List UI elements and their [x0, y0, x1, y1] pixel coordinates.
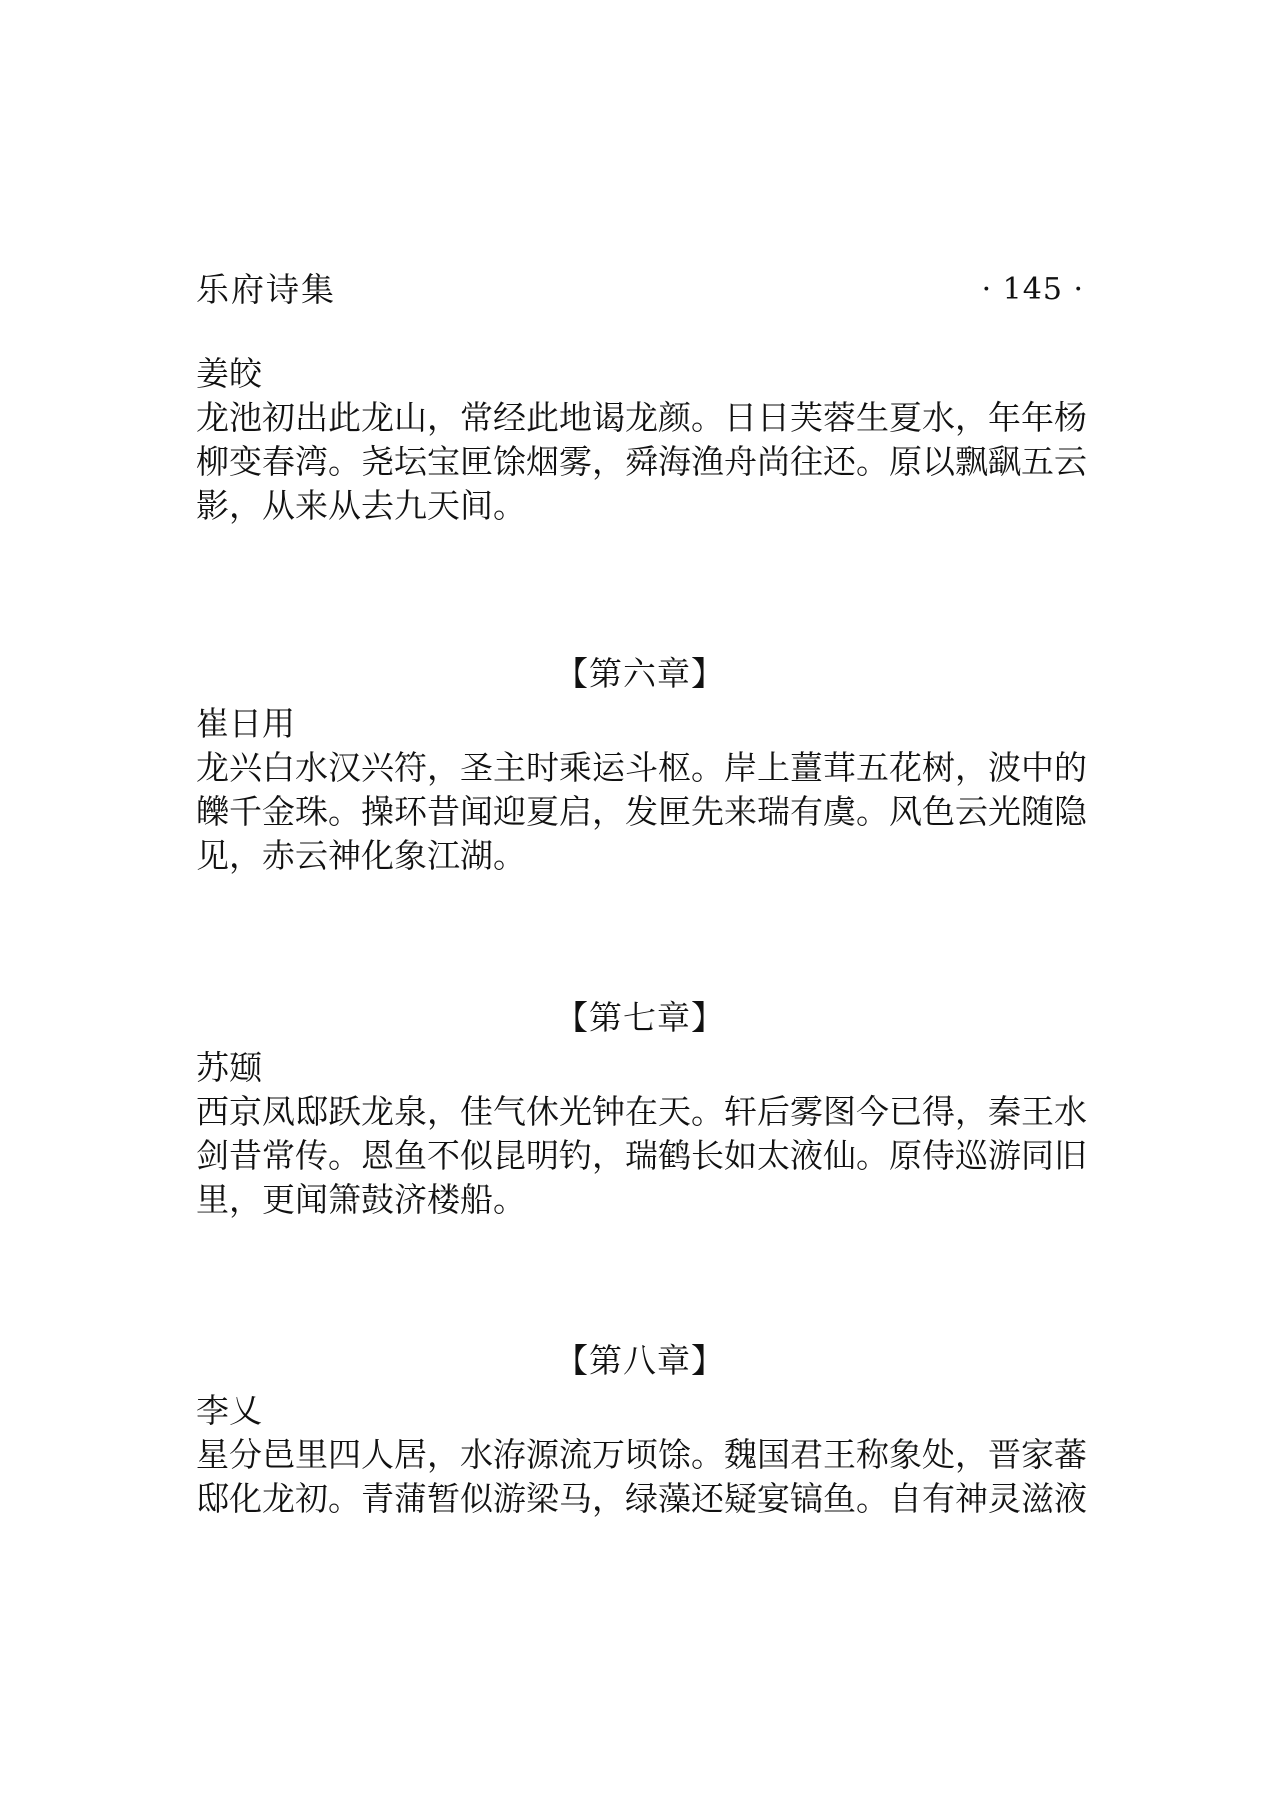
- chapter-heading: 【第六章】: [555, 654, 725, 693]
- poem-author: 崔日用: [196, 704, 295, 743]
- poem-text: [196, 396, 1087, 528]
- poem-line: 皪千金珠。操环昔闻迎夏启，发匣先来瑞有虞。风色云光随隐: [196, 792, 1087, 831]
- chapter-heading: 【第七章】: [555, 998, 725, 1037]
- poem-text: [196, 746, 1087, 878]
- poem-section-4: [196, 1339, 1087, 1521]
- poem-line: 影，从来从去九天间。: [196, 486, 526, 525]
- poem-author: 姜皎: [196, 354, 262, 393]
- book-title: 乐府诗集: [196, 270, 336, 309]
- running-head: [196, 268, 1084, 312]
- poem-line: 龙池初出此龙山，常经此地谒龙颜。日日芙蓉生夏水，年年杨: [196, 398, 1087, 437]
- chapter-heading: 【第八章】: [555, 1341, 725, 1380]
- poem-line: 星分邑里四人居，水洊源流万顷馀。魏国君王称象处，晋家蕃: [196, 1435, 1087, 1474]
- poem-author: 苏颋: [196, 1048, 262, 1087]
- poem-line: 邸化龙初。青蒲暂似游梁马，绿藻还疑宴镐鱼。自有神灵滋液: [196, 1479, 1087, 1518]
- poem-text: [196, 1090, 1087, 1222]
- poem-line: 西京凤邸跃龙泉，佳气休光钟在天。轩后雾图今已得，秦王水: [196, 1092, 1087, 1131]
- poem-line: 龙兴白水汉兴符，圣主时乘运斗枢。岸上薑茸五花树，波中的: [196, 748, 1087, 787]
- page-number: · 145 ·: [981, 272, 1084, 307]
- poem-section-2: [196, 652, 1087, 878]
- poem-section-1: [196, 352, 1087, 528]
- poem-line: 里，更闻箫鼓济楼船。: [196, 1180, 526, 1219]
- poem-text: [196, 1433, 1087, 1521]
- poem-line: 见，赤云神化象江湖。: [196, 836, 526, 875]
- poem-line: 柳变春湾。尧坛宝匣馀烟雾，舜海渔舟尚往还。原以飘飖五云: [196, 442, 1087, 481]
- poem-section-3: [196, 996, 1087, 1222]
- poem-author: 李乂: [196, 1391, 262, 1430]
- poem-line: 剑昔常传。恩鱼不似昆明钓，瑞鹤长如太液仙。原侍巡游同旧: [196, 1136, 1087, 1175]
